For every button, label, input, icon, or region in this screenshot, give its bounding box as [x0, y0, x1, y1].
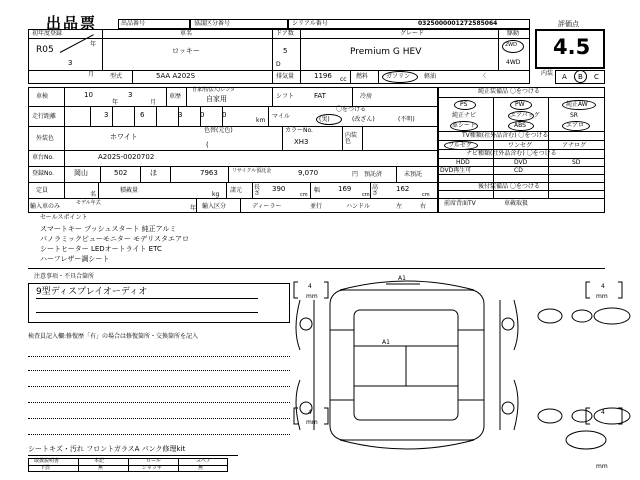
height-value: 162	[396, 185, 410, 193]
sales-line: パノラミックビューモニター モデリスタエアロ	[40, 235, 189, 243]
lot-number-label: 出品番号	[121, 20, 146, 27]
sales-line: シートヒーター LEDオートライト ETC	[40, 245, 162, 253]
equip-aw: 純正AW	[566, 101, 588, 108]
ac-label: 冷房	[360, 93, 373, 100]
shaken-month: 3	[128, 91, 133, 99]
equip-sr: SR	[570, 112, 578, 119]
recycle-unit: 円	[352, 171, 359, 178]
import-right: 右	[420, 203, 427, 210]
meter-hint: 〇をつける	[336, 106, 367, 113]
type-label: 型式	[110, 73, 123, 80]
displacement-value: 1196	[314, 72, 332, 80]
mileage-digit: 3	[178, 111, 183, 119]
year-label: 初年度登録	[32, 30, 63, 37]
navi-dvd: DVD	[514, 159, 528, 166]
accessory-label: スペア	[196, 458, 212, 464]
interior-grade-circle	[574, 70, 587, 83]
car-name-value: ロッキー	[172, 47, 200, 55]
import-left: 左	[396, 203, 403, 210]
color-no-value: XH3	[294, 138, 309, 146]
reg-kana: ほ	[150, 169, 157, 177]
tread-unit: mm	[596, 293, 608, 300]
tread-unit: mm	[306, 419, 318, 426]
model-year-unit: 年	[190, 205, 197, 212]
length-value: 390	[272, 185, 286, 193]
tread-rear-left: 4	[308, 409, 312, 416]
mileage-label: 走行距離	[32, 113, 57, 120]
first-reg-month: 3	[68, 59, 73, 67]
reg-number: 7963	[200, 169, 218, 177]
import-parallel: 並行	[310, 203, 323, 210]
navi-sd: SD	[572, 159, 581, 166]
grade-value: Premium G HEV	[350, 47, 422, 57]
equip-pw: PW	[515, 101, 525, 108]
year-unit: 年	[90, 41, 97, 48]
load-label: 積載量	[120, 187, 139, 194]
reg-label: 登録No.	[32, 170, 54, 177]
navi-label: ナビ種類(社外品含む) 〇をつける	[466, 150, 557, 157]
door-unit: D	[276, 61, 281, 68]
equip-airbag: エアバッグ	[510, 112, 540, 119]
interior-grade-a: A	[562, 73, 567, 81]
mileage-digit: 0	[222, 111, 227, 119]
length-unit: cm	[300, 192, 308, 198]
drive-2wd: 2WD	[505, 42, 517, 48]
navi-hdd: HDD	[456, 159, 470, 166]
meter-label: マイル	[272, 113, 290, 120]
recycle-status: 預託済	[364, 171, 383, 178]
import-type-label: 輸入区分	[202, 203, 227, 210]
meter-actual: (実)	[319, 116, 330, 123]
fuel-gasoline: ガソリン	[386, 73, 411, 80]
color-label: 外装色	[36, 135, 55, 142]
equip-aero: エアロ	[566, 122, 585, 129]
fuel-other: 〈	[480, 73, 487, 80]
length-label: 長さ	[254, 184, 261, 197]
interior-grade-c: C	[594, 73, 599, 81]
serial-label: シリアル番号	[292, 20, 328, 27]
equip-leather: 革シート	[452, 122, 477, 129]
inspector-note-label: 検査員記入欄:修復歴「有」の場合は修復箇所・交換箇所を記入	[28, 333, 199, 340]
after-manual: 車載取扱	[504, 200, 529, 207]
displacement-label: 排気量	[276, 73, 295, 80]
door-count: 5	[283, 47, 288, 55]
tv-fullseg: フルセグ	[448, 142, 472, 149]
equip-abs: ABS	[514, 122, 526, 129]
tread-unit: mm	[596, 463, 608, 470]
sales-line: ハーフレザー調シート	[40, 255, 110, 263]
tread-front-right: 4	[601, 283, 605, 290]
grade-label: グレード	[400, 30, 425, 37]
color-value: ホワイト	[110, 133, 138, 141]
meter-tampered: (改ざん)	[352, 116, 375, 123]
damage-mark-a1: A1	[398, 275, 406, 282]
fuel-diesel: 軽油	[424, 73, 437, 80]
mileage-unit: km	[256, 117, 266, 124]
equip-ps: PS	[460, 101, 468, 108]
chassis-label: 車台No.	[32, 154, 54, 161]
use-value: 自家用	[206, 95, 227, 103]
reg-area: 岡山	[74, 169, 88, 177]
height-unit: cm	[422, 192, 430, 198]
tread-front-left: 4	[308, 283, 312, 290]
accessory-value: 無	[198, 465, 204, 471]
capacity-unit: 名	[90, 191, 97, 198]
accessory-value: 下員	[40, 465, 51, 471]
color-change-label: 色替(元色)	[204, 127, 233, 134]
meter-unknown: (不明)	[398, 116, 415, 123]
width-unit: cm	[362, 192, 370, 198]
drive-4wd: 4WD	[506, 59, 521, 66]
mileage-digit: 0	[200, 111, 205, 119]
chassis-value: A202S-0020702	[98, 153, 155, 161]
tv-oneseg: ワンセグ	[508, 142, 533, 149]
serial-number: 0325000001272585064	[418, 20, 498, 27]
import-handle: ハンドル	[346, 203, 371, 210]
import-label: 輸入車のみ	[30, 203, 61, 210]
interior-color-label: 内装色	[345, 132, 358, 145]
accessory-label: 本記	[94, 458, 105, 464]
width-label: 幅	[314, 187, 321, 194]
mileage-digit: 6	[140, 111, 145, 119]
width-value: 169	[338, 185, 352, 193]
accessory-label: ロール	[146, 458, 161, 464]
shaken-year: 10	[84, 91, 93, 99]
notes-label: 注意事項・不具合箇所	[34, 273, 95, 280]
equip-label: 純正装備品 〇をつける	[478, 88, 540, 95]
after-rear-tv: 前席背面TV	[444, 200, 476, 207]
displacement-unit: cc	[340, 76, 347, 83]
interior-label: 内装	[541, 70, 554, 77]
load-unit: kg	[212, 191, 220, 198]
shaken-label: 車検	[36, 93, 49, 100]
color-no-label: カラーNo.	[285, 127, 313, 134]
height-label: 高さ	[372, 184, 379, 197]
dvd-value: CD	[514, 167, 523, 174]
damage-mark-a1: A1	[382, 339, 390, 346]
tv-analog: アナログ	[562, 142, 587, 149]
accessory-value: ジャッキ	[142, 465, 162, 471]
shift-label: シフト	[276, 93, 295, 100]
sales-line: スマートキー プッシュスタート 純正アルミ	[40, 225, 177, 233]
car-name-label: 車名	[180, 30, 193, 37]
color-change-paren: (	[206, 141, 209, 149]
tread-rear-right: 4	[601, 409, 605, 416]
recycle-unpaid: 未預託	[404, 171, 423, 178]
equip-navi: 純正ナビ	[452, 112, 477, 119]
use-sublabel: 自家用/法人/レンタ	[192, 87, 236, 93]
model-year-label: モデル年式	[76, 200, 101, 206]
tv-label: TV種類(社外品含む) 〇をつける	[462, 132, 549, 139]
score-value: 4.5	[553, 35, 591, 59]
accessory-label: 取扱説明書	[34, 458, 60, 464]
door-label: ドア数	[276, 30, 294, 37]
tread-unit: mm	[306, 293, 318, 300]
drive-label: 駆動	[507, 30, 520, 37]
notes-text: 9型ディスプレイオーディオ	[36, 287, 148, 297]
seat-note: シートキズ・汚れ フロントガラスA パンク修理kit	[28, 445, 186, 453]
recycle-amount: 9,070	[298, 169, 319, 177]
accessory-value: 無	[98, 465, 104, 471]
model-code: 5AA A202S	[156, 72, 196, 80]
sheet-title: 出品票	[46, 14, 98, 32]
month-unit: 月	[88, 71, 95, 78]
score-label: 評価点	[558, 20, 579, 28]
shift-value: FAT	[314, 92, 326, 100]
kyogi-label: 協議区分番号	[194, 20, 231, 27]
use-label: 車歴	[169, 93, 182, 100]
dvd-label: DVD再生可	[440, 167, 472, 174]
mileage-digit: 3	[104, 111, 109, 119]
dims-label: 諸元	[230, 187, 243, 194]
sales-label: セールスポイント	[40, 214, 88, 221]
fuel-label: 燃料	[356, 73, 369, 80]
interior-grade-b: B	[578, 73, 583, 81]
recycle-label: リサイクル預託金	[232, 168, 272, 174]
after-label: 後付装備品 〇をつける	[478, 183, 540, 190]
capacity-label: 定員	[36, 187, 49, 194]
import-dealer: ディーラー	[252, 203, 282, 210]
shaken-month-unit: 月	[150, 99, 157, 106]
reg-class: 502	[114, 169, 128, 177]
shaken-year-unit: 年	[112, 99, 119, 106]
first-reg-era: R05	[36, 45, 54, 55]
